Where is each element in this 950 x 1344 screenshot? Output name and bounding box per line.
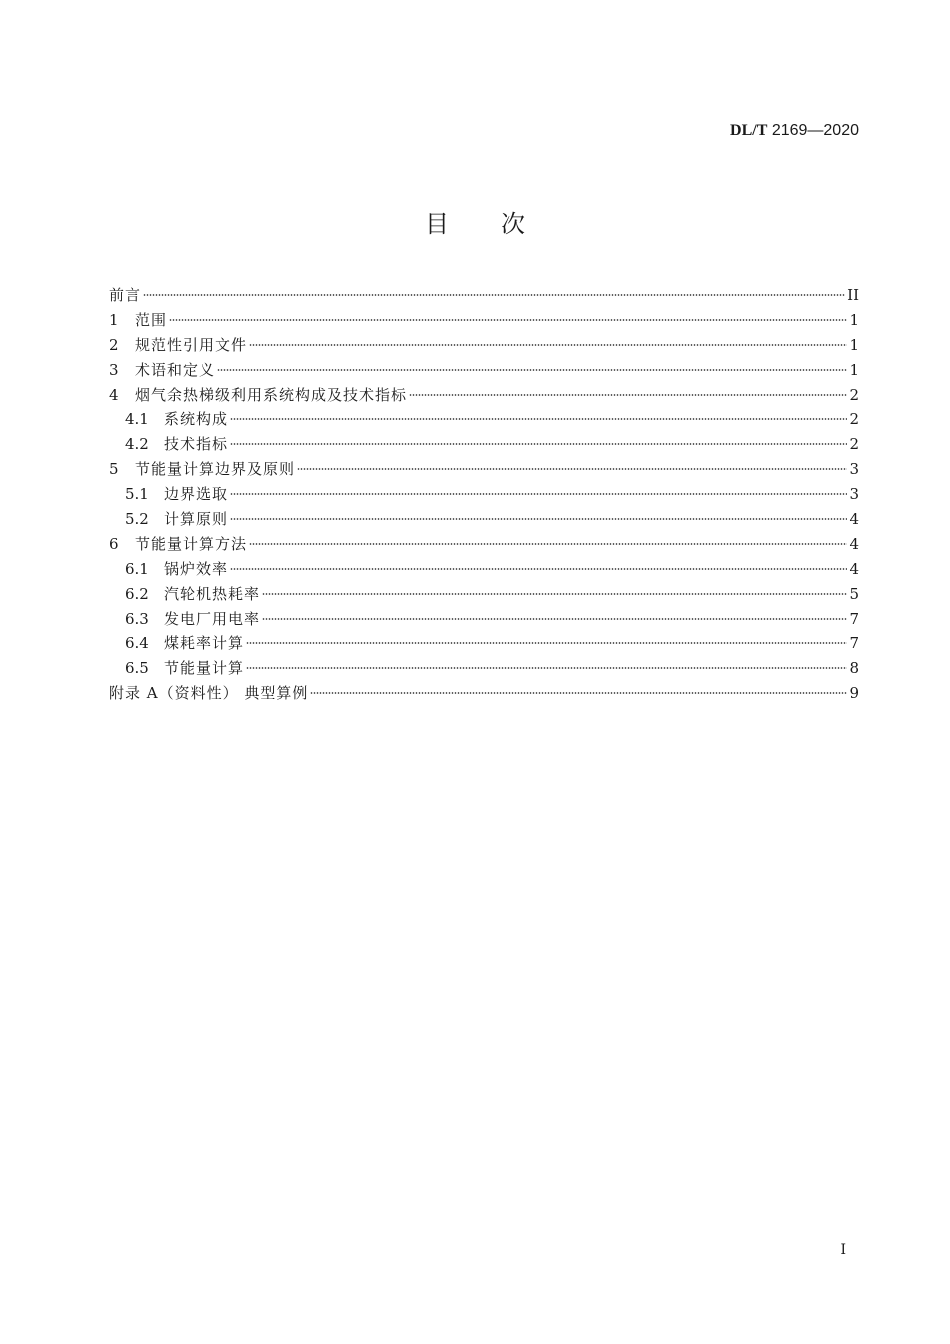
toc-dot-leader — [143, 294, 845, 296]
toc-entry[interactable] — [109, 482, 859, 507]
toc-entry-label: 前言 — [109, 286, 142, 304]
document-code-number: 2169—2020 — [771, 122, 859, 139]
toc-entry-number: 1 — [109, 310, 119, 329]
toc-entry-label: 边界选取 — [164, 485, 229, 504]
toc-entry-label: 计算原则 — [164, 510, 229, 529]
toc-entry[interactable] — [109, 432, 859, 457]
toc-entry[interactable] — [109, 681, 859, 706]
toc-entry-number: 6.3 — [125, 609, 149, 628]
toc-entry-label: 范围 — [135, 310, 168, 329]
document-code-prefix: DL/T — [730, 122, 768, 139]
toc-entry-page: 1 — [849, 310, 859, 329]
toc-entry-page: 1 — [849, 360, 859, 379]
toc-dot-leader — [297, 468, 847, 470]
toc-entry-number: 6.2 — [125, 584, 149, 603]
toc-dot-leader — [169, 319, 847, 321]
toc-entry-number: 6.1 — [125, 559, 149, 578]
toc-entry-page: 3 — [849, 485, 859, 504]
toc-entry-number: 5 — [109, 460, 119, 479]
toc-entry[interactable] — [109, 631, 859, 656]
toc-entry-label: 烟气余热梯级利用系统构成及技术指标 — [135, 385, 408, 404]
toc-dot-leader — [262, 593, 847, 595]
toc-dot-leader — [249, 344, 847, 346]
toc-entry-page: 4 — [849, 559, 859, 578]
toc-entry[interactable] — [109, 557, 859, 582]
toc-entry[interactable] — [109, 407, 859, 432]
toc-entry-label: 附录 A（资料性） 典型算例 — [109, 684, 309, 703]
toc-entry[interactable] — [109, 607, 859, 632]
toc-entry-page: 1 — [849, 335, 859, 354]
toc-entry-number: 5.2 — [125, 510, 149, 529]
toc-entry-number: 4.2 — [125, 435, 149, 454]
document-code — [730, 122, 859, 140]
toc-entry-page: 3 — [849, 460, 859, 479]
toc-entry-page: 7 — [849, 609, 859, 628]
toc-entry[interactable] — [109, 507, 859, 532]
toc-entry-page: 7 — [849, 634, 859, 653]
toc-entry-page: 2 — [849, 435, 859, 454]
toc-dot-leader — [230, 418, 847, 420]
toc-entry-page: II — [847, 286, 859, 304]
toc-entry[interactable] — [109, 358, 859, 383]
toc-entry-label: 术语和定义 — [135, 360, 216, 379]
toc-entry[interactable] — [109, 656, 859, 681]
toc-entry-number: 3 — [109, 360, 119, 379]
toc-entry-label: 技术指标 — [164, 435, 229, 454]
toc-dot-leader — [310, 692, 847, 694]
toc-entry-page: 4 — [849, 534, 859, 553]
toc-entry-number: 4.1 — [125, 410, 149, 429]
toc-entry-number: 6.5 — [125, 659, 149, 678]
toc-entry[interactable] — [109, 582, 859, 607]
toc-entry-label: 节能量计算方法 — [135, 534, 248, 553]
toc-entry[interactable] — [109, 333, 859, 358]
table-of-contents — [109, 283, 859, 706]
page-title: 目次 — [425, 210, 577, 238]
toc-entry-label: 系统构成 — [164, 410, 229, 429]
toc-entry-label: 汽轮机热耗率 — [164, 584, 261, 603]
toc-entry[interactable] — [109, 383, 859, 408]
toc-entry[interactable] — [109, 532, 859, 557]
toc-entry-number: 6.4 — [125, 634, 149, 653]
toc-dot-leader — [262, 618, 847, 620]
toc-entry-label: 规范性引用文件 — [135, 335, 248, 354]
toc-dot-leader — [246, 642, 847, 644]
toc-entry-label: 煤耗率计算 — [164, 634, 245, 653]
toc-entry-label: 发电厂用电率 — [164, 609, 261, 628]
toc-dot-leader — [409, 394, 847, 396]
toc-entry-label: 节能量计算 — [164, 659, 245, 678]
toc-entry-number: 2 — [109, 335, 119, 354]
toc-entry-number: 6 — [109, 534, 119, 553]
toc-entry[interactable] — [109, 308, 859, 333]
toc-entry-number: 4 — [109, 385, 119, 404]
toc-dot-leader — [230, 518, 847, 520]
toc-entry-page: 2 — [849, 410, 859, 429]
toc-entry[interactable] — [109, 457, 859, 482]
page-number: I — [840, 1242, 846, 1258]
toc-entry-page: 2 — [849, 385, 859, 404]
toc-entry-label: 节能量计算边界及原则 — [135, 460, 296, 479]
toc-dot-leader — [230, 443, 847, 445]
toc-dot-leader — [217, 369, 847, 371]
toc-dot-leader — [230, 493, 847, 495]
toc-entry-page: 4 — [849, 510, 859, 529]
toc-entry-page: 5 — [849, 584, 859, 603]
toc-entry-label: 锅炉效率 — [164, 559, 229, 578]
toc-dot-leader — [249, 543, 847, 545]
toc-entry-page: 9 — [849, 684, 859, 703]
toc-entry[interactable] — [109, 283, 859, 308]
toc-dot-leader — [230, 568, 847, 570]
toc-entry-number: 5.1 — [125, 485, 149, 504]
toc-entry-page: 8 — [849, 659, 859, 678]
toc-dot-leader — [246, 667, 847, 669]
